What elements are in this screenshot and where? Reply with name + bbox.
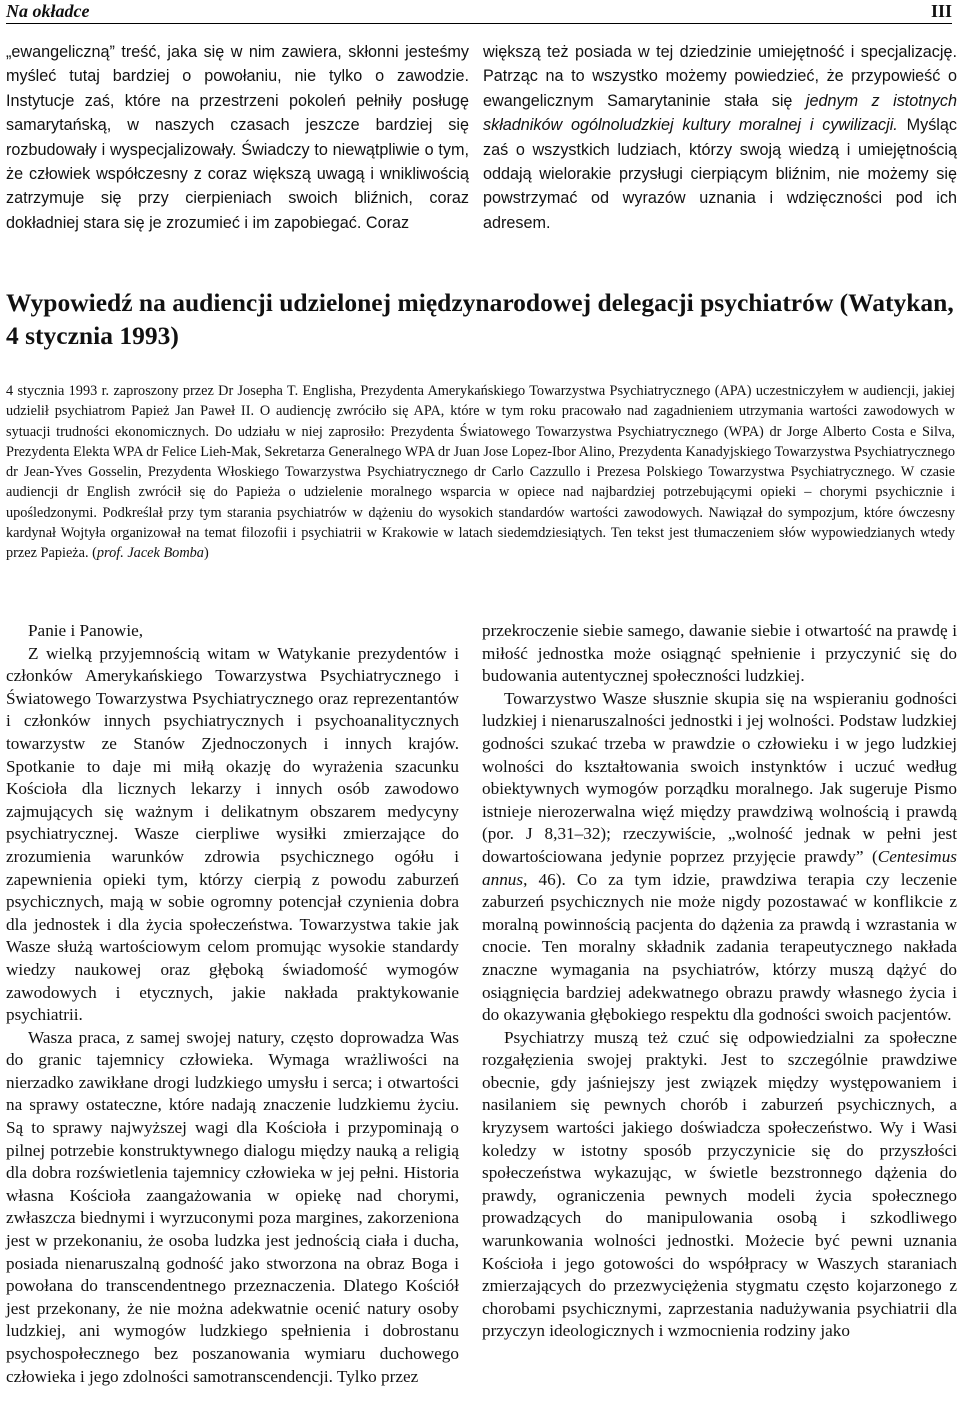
top-article-right-italic: jednym z istotnych składników ogólnoludzkiej kultury moralnej i cywilizacji.	[483, 91, 958, 135]
header-rule	[6, 23, 952, 24]
speech-paragraph: Z wielką przyjemnością witam w Watykanie prezydentów i członków Amerykańskiego Towarzystwa Psychiatrycznego i Światowego Towarzystwa Psychiatrycznego oraz reprezentantów i członków innych psychiatrycznych i psychoanalitycznych towarzystw ze Stanów Zjednoczonych i innych krajów. Spotkanie to daje mi miłą okazję do wyrażenia szacunku Kościoła dla licznych lekarzy i innych osób zawodowo zajmujących się ważnym i delikatnym obszarem medycyny psychiatrycznej. Wasze cierpliwe wysiłki zmierzające do zrozumienia warunków zdrowia psychicznego ogółu i zapewnienia opieki tym, którzy cierpią z powodu zaburzeń psychicznych, mają w sobie ogromny potencjał czynienia dobra dla jednostek i dla życia społeczeństwa. Towarzystwa takie jak Wasze służą wartościowym celom promując wysokie standardy wiedzy naukowej oraz głęboką świadomość wymogów zawodowych i etycznych, jakie nakłada praktykowanie psychiatrii.	[6, 643, 459, 1025]
top-article-right-paragraph	[483, 40, 957, 235]
page-number: III	[930, 1, 952, 21]
top-article-right-text-2: Myśląc zaś o wszystkich ludziach, którzy swoją wiedzą i umiejętnością oddają wielorakie przysługi cierpiącym bliźnim, nie możemy się powstrzymać od wyrazów uznania i wdzięczności pod ich adresem.	[483, 116, 957, 232]
speech-paragraph: przekroczenie siebie samego, dawanie siebie i otwartość na prawdę i miłość jednostka może osiągnąć spełnienie i przyczynić się do budowania autentycznej społeczności ludzkiej.	[482, 621, 957, 686]
speech-salutation: Panie i Panowie,	[28, 621, 144, 640]
top-article-left-paragraph: „ewangeliczną” treść, jaka się w nim zawiera, skłonni jesteśmy myśleć tutaj bardziej o powołaniu, nie tylko o zawodzie. Instytucje zaś, które na przestrzeni pokoleń pełniły posługę samarytańską, w naszych czasach jeszcze bardziej się rozbudowały i wyspecjalizowały. Świadczy to niewątpliwie o tym, że człowiek współczesny z coraz większą uwagą i wnikliwością zatrzymuje się przy cierpieniach swoich bliźnich, coraz dokładniej stara się je zrozumieć i im zapobiegać. Coraz	[6, 43, 469, 232]
section-title: Na okładce	[6, 1, 90, 21]
speech-paragraph	[482, 688, 957, 1027]
top-article-right-text-1: większą też posiada w tej dziedzinie umiejętność i specjalizację. Patrząc na to wszystko możemy powiedzieć, że przypowieść o ewangelicznym Samarytaninie stała się	[483, 43, 957, 110]
speech-text: , 46). Co za tym idzie, prawdziwa terapia czy leczenie zaburzeń psychicznych nie może nigdy pozostawać w konflikcie z moralną powinnością pacjenta do dążenia za prawdą i wzrastania w cnocie. Ten moralny składnik zadania terapeutycznego nakłada znaczne wymagania na psychiatrów, którzy muszą dążyć do osiągnięcia bardziej adekwatnego obrazu prawdy własnego życia i do okazywania głębokiego respektu dla godności swoich pacjentów.	[482, 869, 957, 1025]
speech-text: Towarzystwo Wasze słusznie skupia się na wspieraniu godności ludzkiej i nienaruszalności jednostki i jej wolności. Podstaw ludzkiej godności szukać trzeba w prawdzie o człowieku i w jego ludzkiej wolności do kształtowania swoich instynktów i uczuć według obiektywnych wymogów porządku moralnego. Jak sugeruje Pismo istnieje nierozerwalna więź między prawdziwą wolnością i prawdą (por. J 8,31–32); rzeczywiście, „wolność jednak w pełni jest dowartościowana jedynie poprzez przyjęcie prawdy” (	[482, 688, 957, 866]
intro-signature-close: )	[203, 545, 209, 562]
page-header	[6, 0, 952, 22]
article-intro	[6, 381, 955, 564]
speech-paragraph: Psychiatrzy muszą też czuć się odpowiedzialni za społeczne rozgałęzienia swojej praktyki. Jest to szczególnie prawdziwe obecnie, gdy jaśniejszy jest związek między występowaniem i nasilaniem się pewnych chorób i zaburzeń psychicznych, a kryzysem wartości jakiego doświadcza społeczeństwo. Wy i Wasi koledzy w istotny sposób przyczynicie się do przyszłości społeczeństwa wykazując, w świetle bezstronnego dążenia do prawdy, ograniczenia pewnych modeli życia społecznego prowadzących do manipulowania osobą i szkodliwego warunkowania wolności jednostki. Możecie być pewni uznania Kościoła i jego gotowości do współpracy w Waszych staraniach zmierzających do przezwyciężenia stygmatu często kojarzonego z chorobami psychicznymi, zaprzestania nadużywania psychiatrii dla przyczyn ideologicznych i wzmocnienia rodziny jako	[482, 1027, 957, 1341]
encyclical-title: Centesimus annus	[482, 846, 957, 889]
top-article-left-column	[6, 40, 469, 235]
speech-paragraph: Wasza praca, z samej swojej natury, często doprowadza Was do granic tajemnicy człowieka. Wymaga wrażliwości na nierzadko zawikłane drogi ludzkiego umysłu i serca; i otwartości na sprawy ostateczne, które nadają znaczenie ludzkiemu życiu. Są to sprawy najwyższej wagi dla Kościoła i przypominają o pilnej potrzebie konstruktywnego dialogu między nauką a religią dla dobra rozświetlenia tajemnicy człowieka w jej pełni. Historia własna Kościoła zaangażowania w opiekę nad chorymi, zwłaszcza biednymi i wyrzuconymi poza margines, zakorzeniona jest w przekonaniu, że osoba ludzka jest jednością ciała i ducha, posiada nienaruszalną godność jako stworzona na obraz Boga i powołana do transcendentnego przeznaczenia. Dlatego Kościół jest przekonany, że nie można adekwatnie ocenić natury osoby ludzkiej, ani wymogów ludzkiego spełnienia i dobrostanu psychospołecznego bez poszanowania wymiaru duchowego człowieka i jego zdolności samotranscendencji. Tylko przez	[6, 1027, 459, 1386]
article-heading: Wypowiedź na audiencji udzielonej międzynarodowej delegacji psychiatrów (Watykan, 4 stycznia 1993)	[6, 288, 954, 350]
intro-signature: prof. Jacek Bomba	[96, 545, 204, 562]
intro-text: 4 stycznia 1993 r. zaproszony przez Dr Josepha T. Englisha, Prezydenta Amerykańskiego Towarzystwa Psychiatrycznego (APA) uczestniczyłem w audiencji, jakiej udzielił psychiatrom Papież Jan Paweł II. O audiencję zwróciło się APA, które w tym roku pracowało nad zagadnieniem utrzymania wartości zawodowych w sytuacji trudności ekonomicznych. Do udziału w niej zaprosiło: Prezydenta Światowego Towarzystwa Psychiatrycznego (WPA) dr Jorge Alberto Costa e Silva, Prezydenta Elekta WPA dr Felice Lieh-Mak, Sekretarza Generalnego WPA dr Juan Jose Lopez-Ibor Alino, Prezydenta Kanadyjskiego Towarzystwa Psychiatrycznego dr Jean-Yves Gosselin, Prezydenta Włoskiego Towarzystwa Psychiatrycznego dr Carlo Cazzullo i Prezesa Polskiego Towarzystwa Psychiatrycznego. W czasie audiencji dr English zwrócił się do Papieża o udzielenie moralnego wsparcia w opiece nad najbardziej potrzebującymi opieki – chorymi psychicznie i upośledzonymi. Podkreślał przy tym starania psychiatrów w dążeniu do wysokich standardów wartości zawodowych. Nawiązał do sympozjum, które ówczesny kardynał Wojtyła organizował na temat filozofii i psychiatrii w Krakowie w latach siedemdziesiątych. Ten tekst jest tłumaczeniem słów wypowiedzianych wtedy przez Papieża. (	[6, 383, 955, 562]
speech-right-column	[482, 620, 957, 1343]
speech-left-column	[6, 620, 459, 1388]
top-article-right-column	[483, 40, 957, 235]
